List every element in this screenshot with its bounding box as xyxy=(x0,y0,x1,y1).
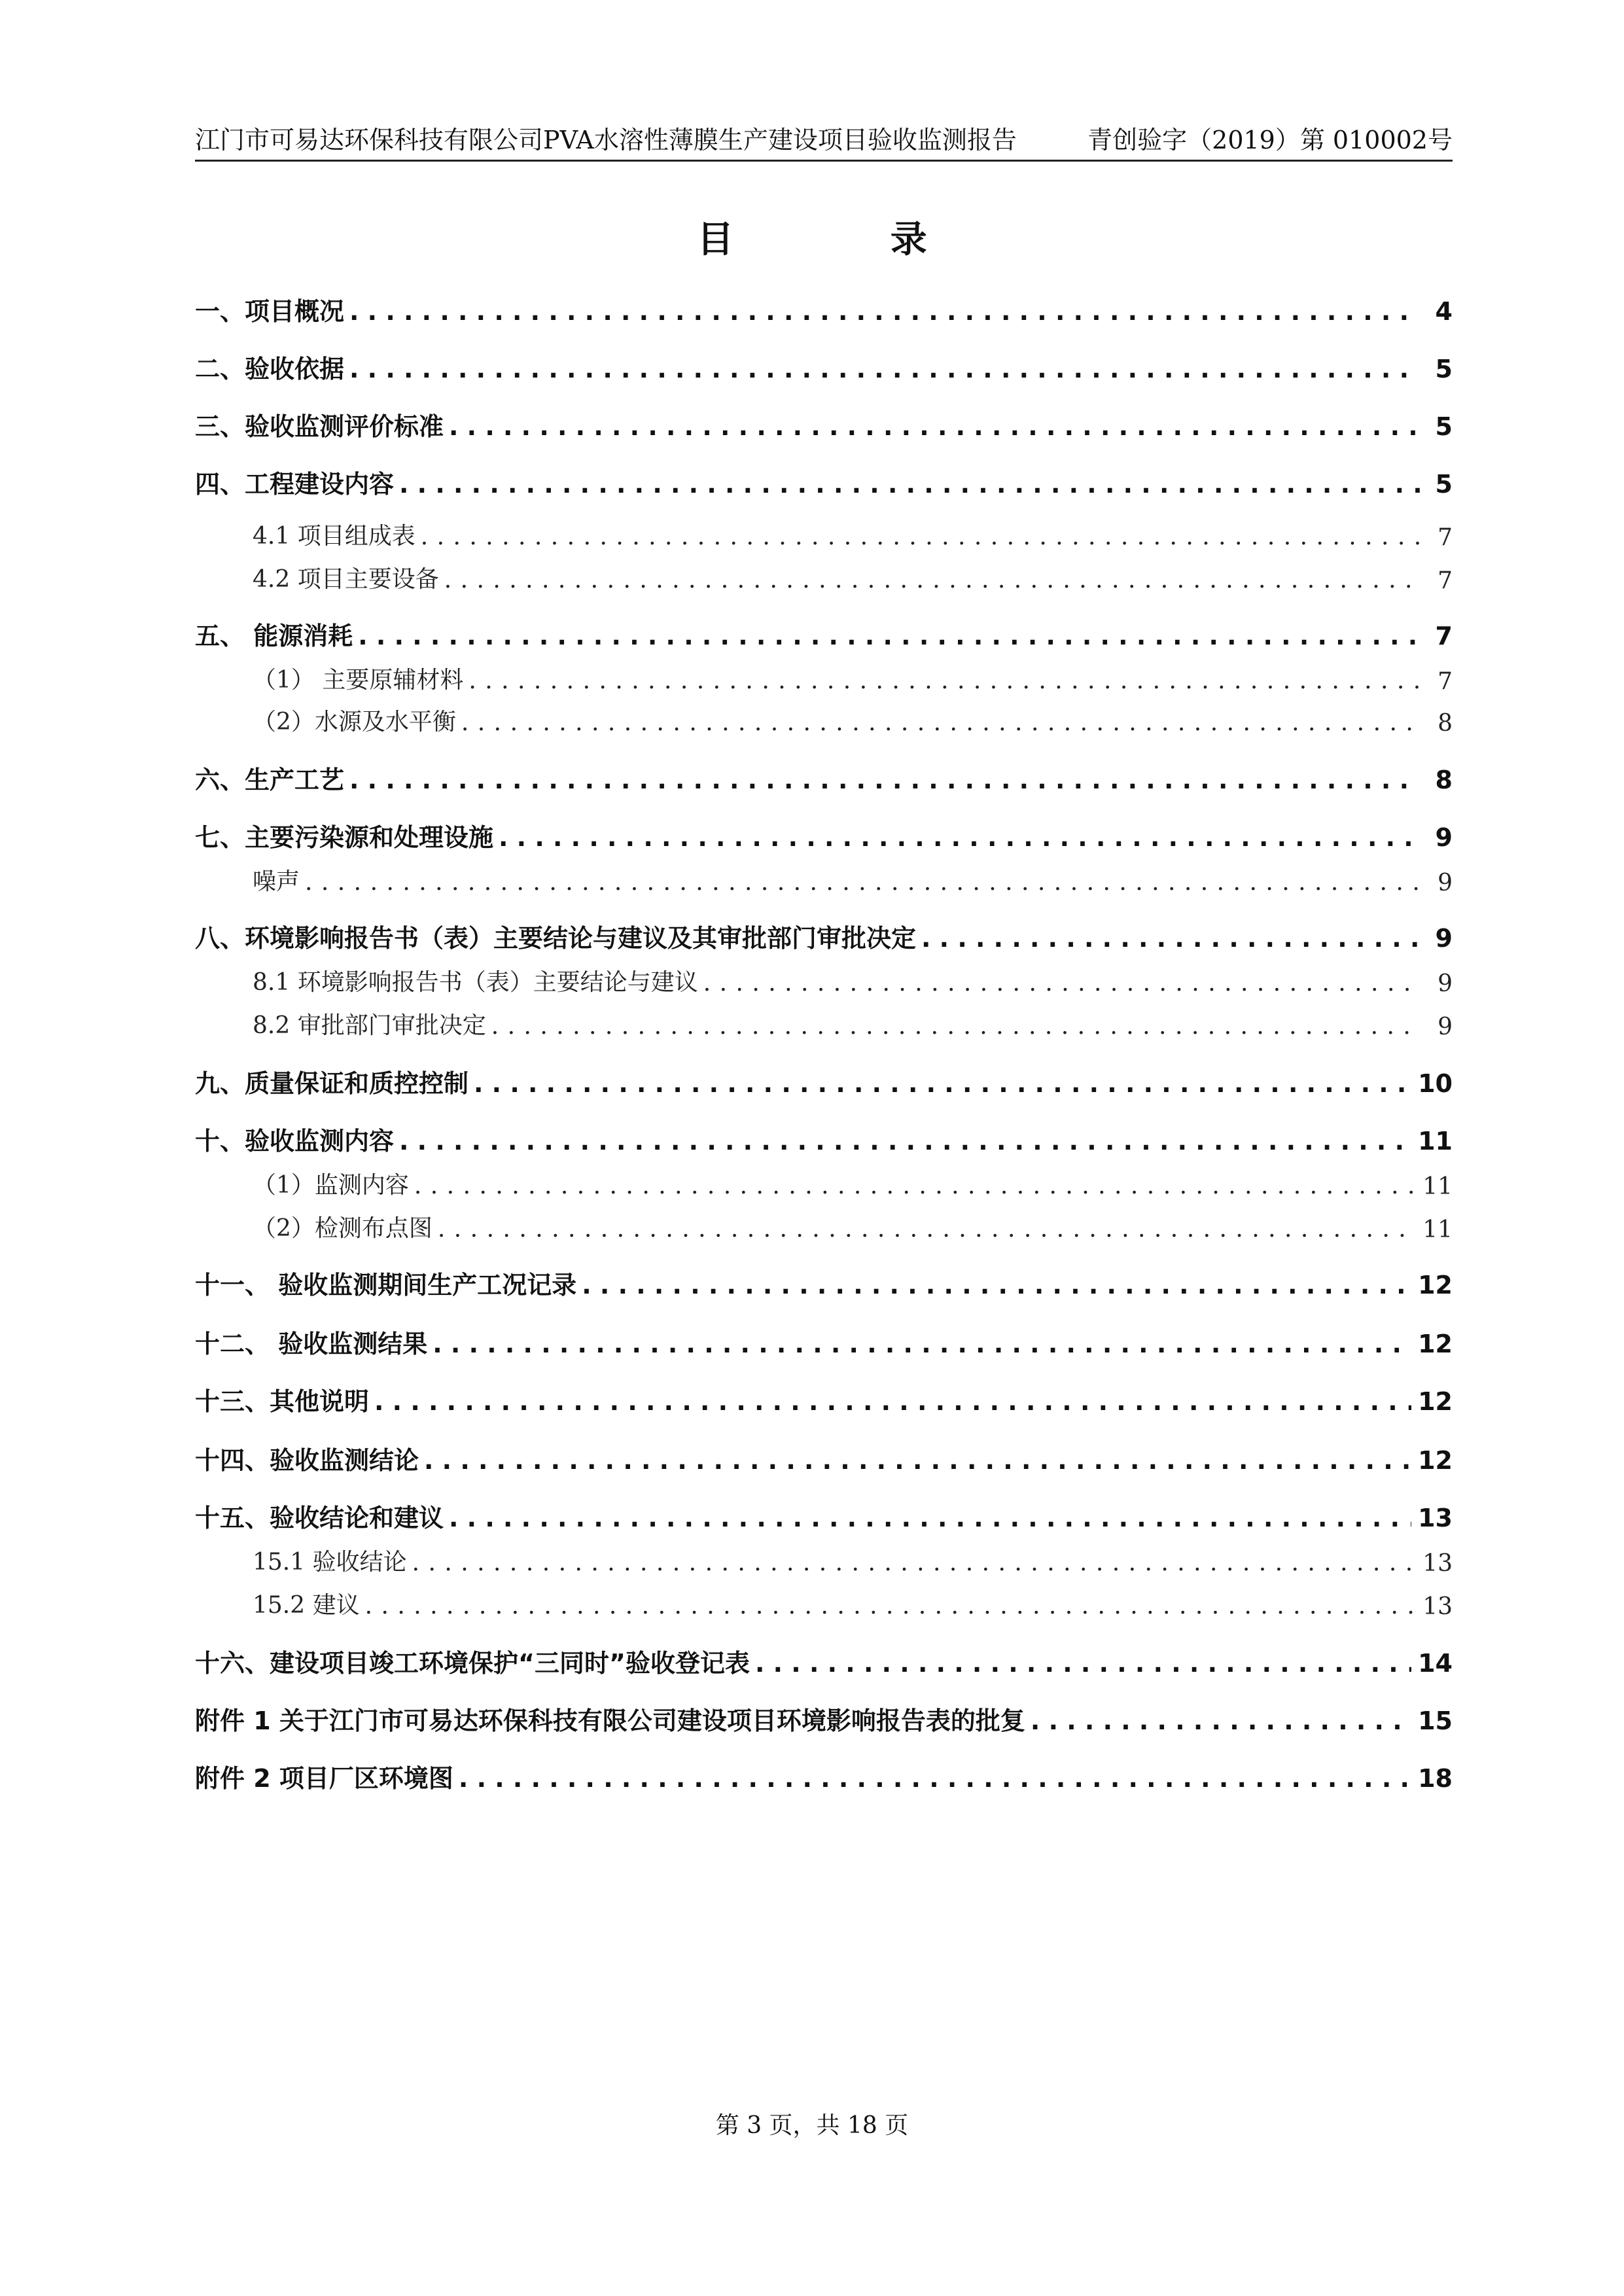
toc-leader-dots xyxy=(305,868,1420,896)
toc-entry[interactable] xyxy=(195,345,1453,385)
toc-entry-label: 十五、验收结论和建议 xyxy=(195,1504,444,1533)
toc-entry[interactable] xyxy=(195,1378,1453,1417)
toc-entry-label: 15.1 验收结论 xyxy=(253,1549,407,1576)
header-report-title: 江门市可易达环保科技有限公司PVA水溶性薄膜生产建设项目验收监测报告 xyxy=(195,126,1017,154)
toc-entry-page: 7 xyxy=(1438,524,1453,551)
toc-leader-dots xyxy=(399,470,1420,500)
toc-leader-dots xyxy=(499,823,1420,853)
toc-leader-dots xyxy=(468,667,1420,695)
toc-entry-page: 15 xyxy=(1418,1706,1453,1736)
toc-entry[interactable] xyxy=(195,1262,1453,1301)
toc-entry-label: （1）监测内容 xyxy=(253,1172,409,1199)
toc-entry-page: 14 xyxy=(1418,1649,1453,1678)
toc-leader-dots xyxy=(349,355,1420,385)
toc-leader-dots xyxy=(438,1215,1416,1243)
toc-entry-page: 11 xyxy=(1418,1127,1453,1156)
toc-entry[interactable] xyxy=(195,1640,1453,1679)
toc-entry-label: 五、 能源消耗 xyxy=(195,622,353,651)
toc-entry[interactable] xyxy=(195,698,1453,737)
page-title: 目 录 xyxy=(697,219,999,261)
toc-entry-page: 12 xyxy=(1418,1387,1453,1417)
toc-entry-label: 十二、 验收监测结果 xyxy=(195,1330,428,1359)
toc-leader-dots xyxy=(449,412,1420,442)
header-report-number: 青创验字（2019）第 010002号 xyxy=(1087,126,1453,154)
toc-entry-label: 8.2 审批部门审批决定 xyxy=(253,1012,486,1039)
toc-entry-page: 11 xyxy=(1422,1216,1453,1243)
toc-leader-dots xyxy=(349,297,1420,327)
toc-entry-page: 8 xyxy=(1435,766,1453,795)
toc-entry[interactable] xyxy=(195,1697,1453,1737)
toc-leader-dots xyxy=(349,766,1420,796)
toc-entry-label: 4.2 项目主要设备 xyxy=(253,566,439,593)
toc-entry-page: 11 xyxy=(1422,1173,1453,1200)
toc-entry[interactable] xyxy=(195,1204,1453,1243)
toc-entry-label: 4.1 项目组成表 xyxy=(253,523,415,550)
toc-entry-page: 18 xyxy=(1418,1764,1453,1793)
toc-entry-page: 9 xyxy=(1435,823,1453,853)
toc-entry[interactable] xyxy=(195,1161,1453,1200)
toc-leader-dots xyxy=(414,1172,1416,1200)
toc-entry[interactable] xyxy=(195,656,1453,695)
toc-entry[interactable] xyxy=(195,555,1453,594)
toc-entry-label: 附件 1 关于江门市可易达环保科技有限公司建设项目环境影响报告表的批复 xyxy=(195,1706,1025,1736)
toc-entry-page: 5 xyxy=(1435,412,1453,442)
toc-entry-label: （1） 主要原辅材料 xyxy=(253,667,464,694)
toc-leader-dots xyxy=(444,566,1420,594)
toc-entry-page: 10 xyxy=(1418,1069,1453,1099)
toc-entry[interactable] xyxy=(195,814,1453,853)
toc-leader-dots xyxy=(921,924,1420,954)
toc-entry-label: 九、质量保证和质控控制 xyxy=(195,1069,469,1099)
toc-leader-dots xyxy=(491,1012,1420,1040)
toc-entry-label: 8.1 环境影响报告书（表）主要结论与建议 xyxy=(253,969,698,996)
toc-entry[interactable] xyxy=(195,1118,1453,1157)
toc-entry-label: 二、验收依据 xyxy=(195,355,345,384)
toc-leader-dots xyxy=(755,1649,1411,1679)
toc-leader-dots xyxy=(412,1549,1417,1577)
toc-leader-dots xyxy=(461,709,1420,737)
toc-entry-label: 七、主要污染源和处理设施 xyxy=(195,823,494,853)
toc-entry[interactable] xyxy=(195,512,1453,551)
toc-entry-label: 15.2 建议 xyxy=(253,1592,360,1619)
toc-entry[interactable] xyxy=(195,461,1453,500)
toc-entry-label: 一、项目概况 xyxy=(195,297,345,327)
toc-entry-page: 12 xyxy=(1418,1446,1453,1475)
toc-entry[interactable] xyxy=(195,857,1453,896)
toc-leader-dots xyxy=(374,1387,1411,1417)
toc-entry[interactable] xyxy=(195,403,1453,442)
toc-entry-page: 5 xyxy=(1435,355,1453,384)
toc-entry-label: （2）水源及水平衡 xyxy=(253,709,456,735)
toc-entry-page: 4 xyxy=(1435,297,1453,327)
toc-entry[interactable] xyxy=(195,1060,1453,1099)
toc-entry-page: 13 xyxy=(1422,1550,1453,1577)
toc-entry-page: 9 xyxy=(1438,870,1453,896)
toc-leader-dots xyxy=(474,1069,1411,1099)
toc-entry-label: 噪声 xyxy=(253,868,300,895)
toc-entry[interactable] xyxy=(195,1581,1453,1620)
page-footer: 第 3 页，共 18 页 xyxy=(715,2112,909,2139)
toc-entry[interactable] xyxy=(195,612,1453,652)
toc-leader-dots xyxy=(703,969,1420,997)
toc-leader-dots xyxy=(432,1330,1411,1360)
toc-entry[interactable] xyxy=(195,1320,1453,1360)
toc-entry[interactable] xyxy=(195,915,1453,954)
toc-leader-dots xyxy=(582,1271,1411,1301)
toc-entry-label: 十六、建设项目竣工环境保护“三同时”验收登记表 xyxy=(195,1649,750,1678)
toc-entry-label: 十四、验收监测结论 xyxy=(195,1446,419,1475)
toc-entry[interactable] xyxy=(195,1001,1453,1040)
toc-entry-page: 7 xyxy=(1435,622,1453,651)
toc-entry-page: 5 xyxy=(1435,470,1453,499)
toc-entry-label: 附件 2 项目厂区环境图 xyxy=(195,1764,453,1793)
toc-entry-page: 9 xyxy=(1435,924,1453,953)
toc-leader-dots xyxy=(424,1446,1411,1476)
toc-entry-page: 12 xyxy=(1418,1330,1453,1359)
toc-entry[interactable] xyxy=(195,288,1453,327)
toc-leader-dots xyxy=(459,1764,1411,1794)
toc-entry[interactable] xyxy=(195,1538,1453,1577)
toc-entry[interactable] xyxy=(195,1494,1453,1534)
toc-leader-dots xyxy=(421,523,1420,551)
toc-entry-page: 13 xyxy=(1422,1593,1453,1620)
toc-entry[interactable] xyxy=(195,756,1453,796)
toc-entry-label: 三、验收监测评价标准 xyxy=(195,412,444,442)
toc-entry-label: （2）检测布点图 xyxy=(253,1215,432,1242)
toc-entry[interactable] xyxy=(195,1755,1453,1794)
toc-leader-dots xyxy=(1031,1706,1411,1737)
toc-entry-page: 7 xyxy=(1438,668,1453,695)
toc-entry-label: 十一、 验收监测期间生产工况记录 xyxy=(195,1271,577,1300)
toc-leader-dots xyxy=(449,1504,1411,1534)
toc-entry[interactable] xyxy=(195,1437,1453,1476)
toc-entry-label: 四、工程建设内容 xyxy=(195,470,395,499)
toc-entry-page: 12 xyxy=(1418,1271,1453,1300)
toc-entry-page: 9 xyxy=(1438,1014,1453,1040)
toc-leader-dots xyxy=(399,1127,1411,1157)
toc-leader-dots xyxy=(365,1592,1417,1620)
toc-entry-page: 13 xyxy=(1418,1504,1453,1533)
toc-entry[interactable] xyxy=(195,958,1453,997)
toc-entry-label: 十、验收监测内容 xyxy=(195,1127,395,1156)
toc-entry-page: 7 xyxy=(1438,567,1453,594)
toc-entry-label: 八、环境影响报告书（表）主要结论与建议及其审批部门审批决定 xyxy=(195,924,917,953)
toc-entry-label: 十三、其他说明 xyxy=(195,1387,370,1417)
toc-leader-dots xyxy=(358,622,1420,652)
page-header xyxy=(195,115,1453,162)
toc-entry-page: 8 xyxy=(1438,710,1453,737)
toc-entry-page: 9 xyxy=(1438,970,1453,997)
toc-entry-label: 六、生产工艺 xyxy=(195,766,345,795)
